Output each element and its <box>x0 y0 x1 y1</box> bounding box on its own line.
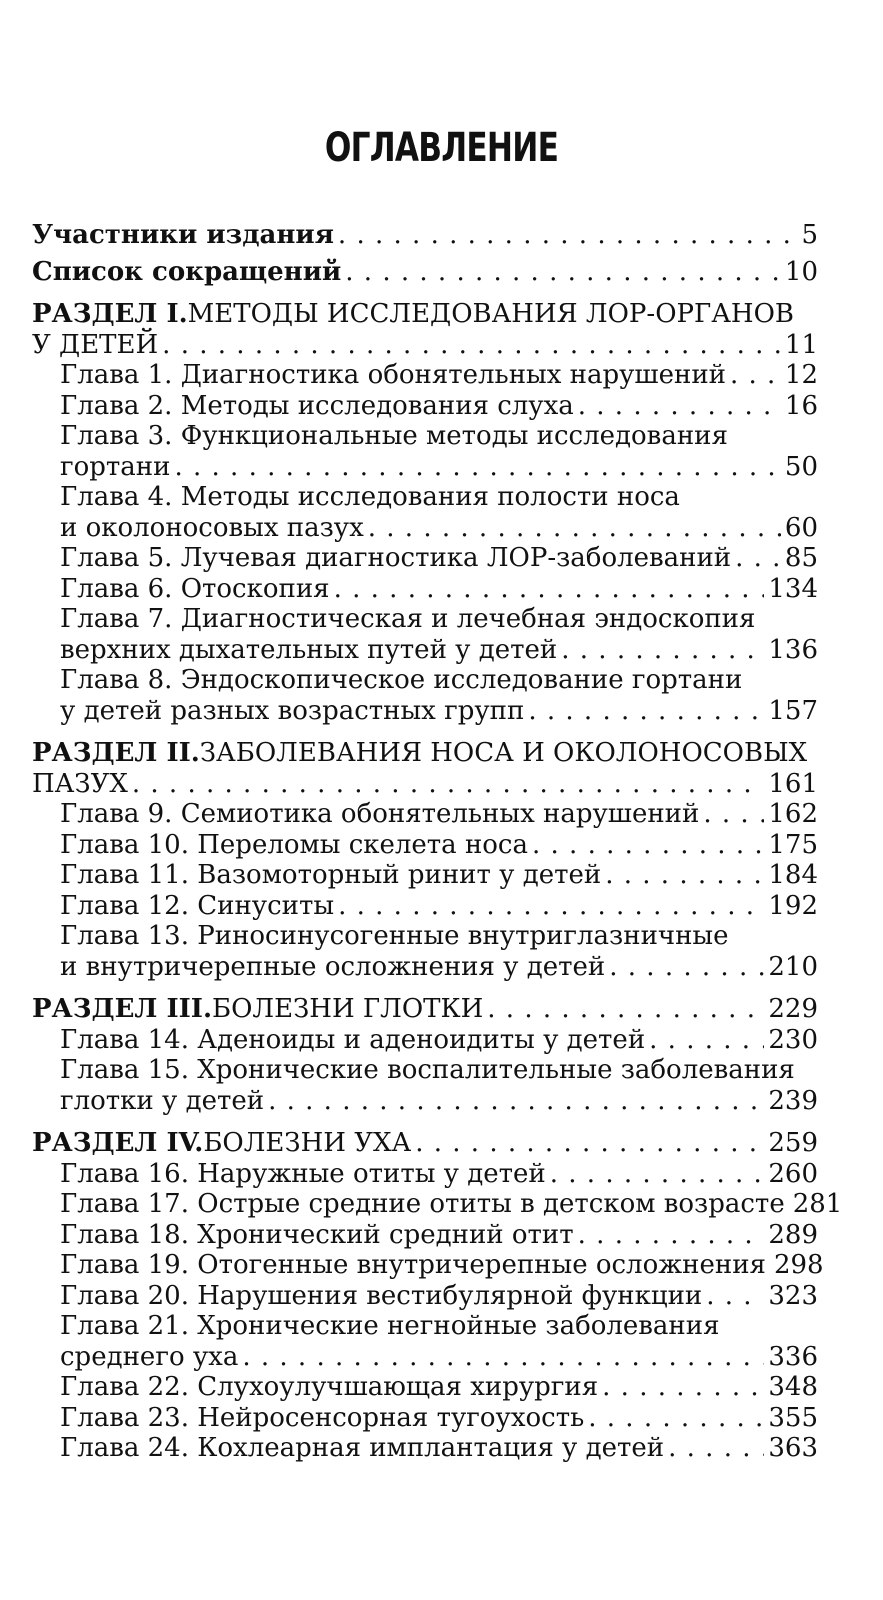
page-number: 298 <box>773 1250 824 1280</box>
toc-entry-chapter-line <box>32 1311 818 1342</box>
toc-entry-chapter-line <box>32 1055 818 1086</box>
page-number: 50 <box>784 451 818 482</box>
page-number: 239 <box>768 1085 818 1116</box>
page-number: 210 <box>768 951 818 982</box>
toc-entry-chapter[interactable] <box>32 635 818 666</box>
page-number: 281 <box>792 1189 843 1219</box>
leader-dots <box>649 1025 764 1056</box>
leader-dots <box>561 635 764 666</box>
toc-entry-chapter[interactable] <box>32 1250 824 1281</box>
toc-entry-chapter[interactable] <box>32 1220 818 1251</box>
section-heading-end[interactable] <box>32 769 818 800</box>
page-number: 162 <box>768 799 818 829</box>
chapter-title: и околоносовых пазух <box>60 512 364 543</box>
toc-entry-chapter[interactable] <box>32 1189 843 1220</box>
chapter-title: верхних дыхательных путей у детей <box>60 634 558 665</box>
page-number: 336 <box>768 1341 818 1372</box>
chapter-title: гортани <box>60 451 171 482</box>
toc-entry-chapter[interactable] <box>32 360 818 391</box>
leader-dots <box>338 220 798 251</box>
chapter-title: Глава 3. Функциональные методы исследования <box>60 421 728 451</box>
chapter-title: Глава 15. Хронические воспалительные заболевания <box>60 1055 795 1085</box>
toc-entry-chapter[interactable] <box>32 1281 818 1312</box>
leader-dots <box>706 1281 764 1312</box>
toc-entry-chapter-line <box>32 604 818 635</box>
toc-entry-chapter[interactable] <box>32 830 818 861</box>
leader-dots <box>605 860 764 891</box>
toc-entry-chapter[interactable] <box>32 574 818 605</box>
page-number: 134 <box>768 573 818 604</box>
chapter-title: Глава 13. Риносинусогенные внутриглазничные <box>60 921 729 951</box>
chapter-title: Глава 12. Синуситы <box>60 890 335 921</box>
toc-entry-chapter-line <box>32 421 818 452</box>
toc-entry-chapter[interactable] <box>32 696 818 727</box>
page-number: 260 <box>768 1158 818 1189</box>
toc-entry-chapter[interactable] <box>32 1025 818 1056</box>
toc-entry-chapter[interactable] <box>32 452 818 483</box>
chapter-title: Глава 6. Отоскопия <box>60 573 330 604</box>
chapter-title: Глава 23. Нейросенсорная тугоухость <box>60 1402 585 1433</box>
section-title-cont: У ДЕТЕЙ <box>32 329 159 360</box>
chapter-title: и внутричерепные осложнения у детей <box>60 951 606 982</box>
section-title-cont: ПАЗУХ <box>32 768 128 799</box>
leader-dots <box>174 452 780 483</box>
chapter-title: у детей разных возрастных групп <box>60 695 525 726</box>
leader-dots <box>532 830 764 861</box>
chapter-title: Глава 21. Хронические негнойные заболевания <box>60 1311 720 1341</box>
chapter-title: Глава 14. Аденоиды и аденоидиты у детей <box>60 1024 646 1055</box>
toc-entry-chapter-line <box>32 665 818 696</box>
section-heading-end[interactable] <box>32 330 818 361</box>
chapter-title: Глава 5. Лучевая диагностика ЛОР-заболеваний <box>60 543 732 573</box>
toc-entry-chapter[interactable] <box>32 391 818 422</box>
front-entry-label: Список сокращений <box>32 256 342 287</box>
chapter-title: Глава 4. Методы исследования полости носа <box>60 482 680 512</box>
section-title: ЗАБОЛЕВАНИЯ НОСА И ОКОЛОНОСОВЫХ <box>199 738 808 768</box>
section-number: РАЗДЕЛ II. <box>32 738 200 768</box>
chapter-title: Глава 16. Наружные отиты у детей <box>60 1158 546 1189</box>
page-number: 161 <box>768 768 818 799</box>
toc-entry-chapter-line <box>32 482 818 513</box>
leader-dots <box>735 543 781 574</box>
leader-dots <box>338 891 764 922</box>
leader-dots <box>132 769 764 800</box>
page-number: 289 <box>768 1219 818 1250</box>
chapter-title: Глава 1. Диагностика обонятельных нарушений <box>60 360 726 390</box>
page-number: 363 <box>768 1433 818 1463</box>
toc-entry-chapter[interactable] <box>32 513 818 544</box>
section-number: РАЗДЕЛ I. <box>32 299 188 329</box>
chapter-title: Глава 17. Острые средние отиты в детском возрасте <box>60 1189 785 1219</box>
toc-entry-chapter[interactable] <box>32 1372 818 1403</box>
section-heading <box>32 738 818 769</box>
front-entry-label: Участники издания <box>32 220 334 250</box>
page-number: 16 <box>784 390 818 421</box>
page-number: 60 <box>784 512 818 543</box>
chapter-title: Глава 9. Семиотика обонятельных нарушений <box>60 799 700 829</box>
leader-dots <box>242 1342 764 1373</box>
chapter-title: Глава 2. Методы исследования слуха <box>60 390 574 421</box>
page-number: 136 <box>768 634 818 665</box>
leader-dots <box>730 360 781 391</box>
toc-entry-chapter[interactable] <box>32 891 818 922</box>
page-number: 11 <box>784 329 818 360</box>
leader-dots <box>578 391 781 422</box>
section-title: БОЛЕЗНИ ГЛОТКИ <box>212 994 484 1024</box>
section-title: МЕТОДЫ ИССЛЕДОВАНИЯ ЛОР-ОРГАНОВ <box>187 299 795 329</box>
leader-dots <box>345 257 781 288</box>
leader-dots <box>162 330 781 361</box>
chapter-title: Глава 18. Хронический средний отит <box>60 1219 574 1250</box>
page-number: 175 <box>768 829 818 860</box>
toc-entry-chapter[interactable] <box>32 1159 818 1190</box>
page-number: 184 <box>768 860 818 890</box>
toc-entry-chapter[interactable] <box>32 1433 818 1464</box>
toc-entry-chapter-line <box>32 921 818 952</box>
leader-dots <box>588 1403 764 1434</box>
page-number: 230 <box>768 1024 818 1055</box>
chapter-title: среднего уха <box>60 1341 239 1372</box>
toc-entry-chapter[interactable] <box>32 799 818 830</box>
leader-dots <box>550 1159 765 1190</box>
chapter-title: Глава 7. Диагностическая и лечебная эндоскопия <box>60 604 756 634</box>
section-heading[interactable] <box>32 994 818 1025</box>
toc-entry-chapter[interactable] <box>32 1086 818 1117</box>
chapter-title: Глава 19. Отогенные внутричерепные осложнения <box>60 1250 766 1280</box>
leader-dots <box>578 1220 765 1251</box>
toc-entry-chapter[interactable] <box>32 1342 818 1373</box>
leader-dots <box>487 994 764 1025</box>
section-heading <box>32 299 818 330</box>
leader-dots <box>268 1086 764 1117</box>
toc-entry-front[interactable] <box>32 220 818 251</box>
chapter-title: глотки у детей <box>60 1085 265 1116</box>
leader-dots <box>668 1433 764 1464</box>
leader-dots <box>609 952 764 983</box>
page-number: 10 <box>784 256 818 287</box>
toc-entry-chapter[interactable] <box>32 952 818 983</box>
toc-entry-chapter[interactable] <box>32 543 818 574</box>
page-number: 229 <box>768 994 818 1024</box>
page-title: ОГЛАВЛЕНИЕ <box>324 125 559 171</box>
toc-entry-chapter[interactable] <box>32 860 818 891</box>
page-number: 348 <box>768 1372 818 1402</box>
page-number: 85 <box>784 543 818 573</box>
chapter-title: Глава 22. Слухоулучшающая хирургия <box>60 1372 599 1402</box>
leader-dots <box>368 513 781 544</box>
leader-dots <box>415 1128 764 1159</box>
leader-dots <box>703 799 764 830</box>
section-number: РАЗДЕЛ III. <box>32 994 212 1024</box>
section-number: РАЗДЕЛ IV. <box>32 1128 204 1158</box>
chapter-title: Глава 10. Переломы скелета носа <box>60 829 528 860</box>
section-heading[interactable] <box>32 1128 818 1159</box>
chapter-title: Глава 24. Кохлеарная имплантация у детей <box>60 1433 665 1463</box>
page-number: 259 <box>768 1128 818 1158</box>
section-title: БОЛЕЗНИ УХА <box>203 1128 412 1158</box>
chapter-title: Глава 8. Эндоскопическое исследование гортани <box>60 665 743 695</box>
chapter-title: Глава 11. Вазомоторный ринит у детей <box>60 860 602 890</box>
page-number: 192 <box>768 890 818 921</box>
chapter-title: Глава 20. Нарушения вестибулярной функции <box>60 1280 703 1311</box>
page-number: 157 <box>768 695 818 726</box>
leader-dots <box>334 574 765 605</box>
leader-dots <box>528 696 764 727</box>
page-number: 12 <box>784 360 818 390</box>
page-number: 355 <box>768 1402 818 1433</box>
page-number: 5 <box>801 220 818 250</box>
leader-dots <box>602 1372 764 1403</box>
table-of-contents <box>32 220 843 1464</box>
page-number: 323 <box>768 1280 818 1311</box>
toc-entry-front[interactable] <box>32 257 818 288</box>
toc-entry-chapter[interactable] <box>32 1403 818 1434</box>
